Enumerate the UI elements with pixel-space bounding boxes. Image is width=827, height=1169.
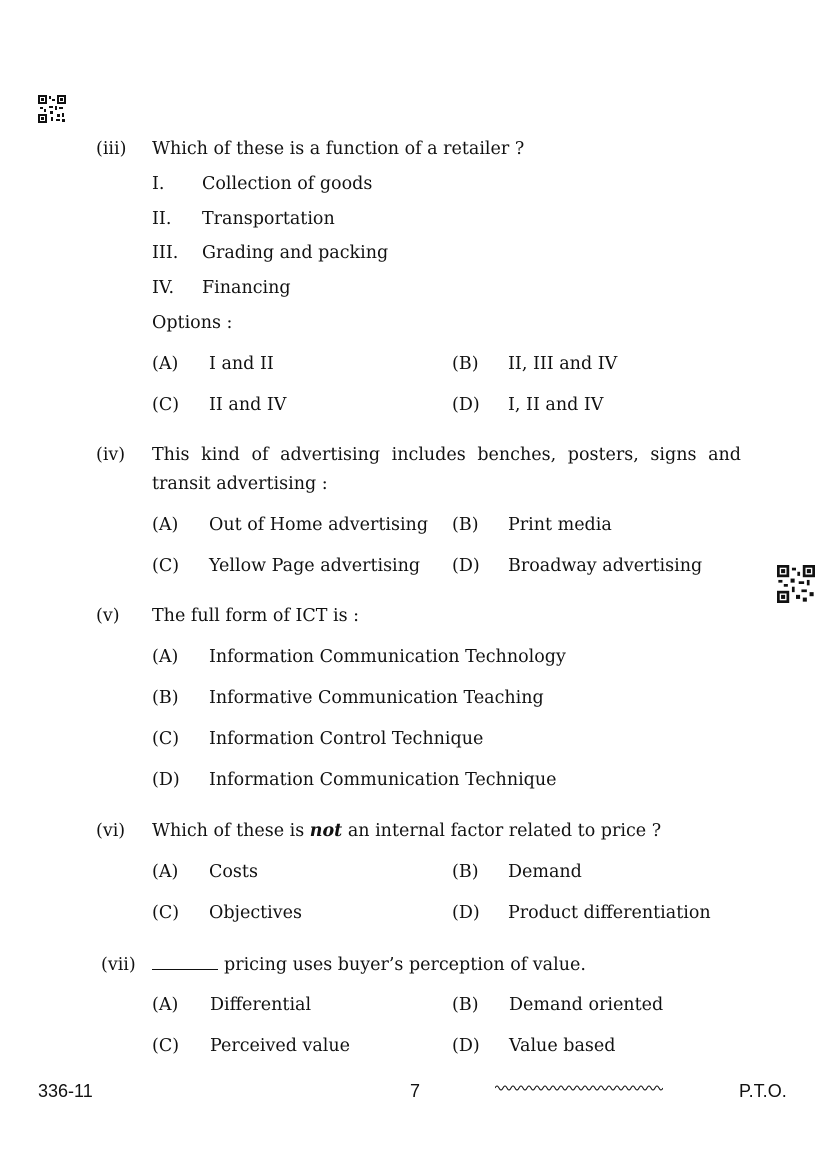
- qr-code-right: [777, 565, 815, 603]
- option-key: (D): [452, 1036, 480, 1056]
- item-number: IV.: [152, 278, 175, 298]
- question-text: pricing uses buyer’s perception of value.: [224, 955, 586, 975]
- option-key: (A): [152, 647, 179, 667]
- page-number: 7: [410, 1081, 421, 1101]
- question-text: The full form of ICT is :: [152, 606, 360, 626]
- option-key: (C): [152, 903, 180, 923]
- option-key: (A): [152, 862, 179, 882]
- question-number: (vii): [101, 955, 136, 975]
- question-text: [152, 821, 661, 841]
- question-text-emphasis: not: [309, 821, 343, 841]
- option-key: (C): [152, 729, 180, 749]
- option-text: Differential: [210, 995, 312, 1015]
- option-text: II and IV: [209, 395, 287, 415]
- option-key: (C): [152, 395, 180, 415]
- option-key: (D): [452, 903, 480, 923]
- option-key: (B): [452, 515, 479, 535]
- option-key: (A): [152, 995, 179, 1015]
- option-key: (B): [152, 688, 179, 708]
- option-key: (A): [152, 515, 179, 535]
- question-number: (iv): [96, 445, 126, 465]
- question-text: Which of these is a function of a retailer ?: [152, 139, 525, 159]
- item-number: II.: [152, 209, 172, 229]
- option-text: Costs: [209, 862, 258, 882]
- option-text: Informative Communication Teaching: [209, 688, 544, 708]
- option-key: (B): [452, 995, 479, 1015]
- option-text: Print media: [508, 515, 612, 535]
- option-key: (B): [452, 354, 479, 374]
- option-text: I, II and IV: [508, 395, 604, 415]
- question-number: (vi): [96, 821, 126, 841]
- option-text: Yellow Page advertising: [209, 556, 421, 576]
- security-wave-line: [495, 1083, 663, 1093]
- option-text: II, III and IV: [508, 354, 618, 374]
- option-text: Out of Home advertising: [209, 515, 429, 535]
- option-key: (A): [152, 354, 179, 374]
- option-text: Perceived value: [210, 1036, 351, 1056]
- qr-code-top-left: [38, 95, 66, 123]
- question-number: (v): [96, 606, 120, 626]
- question-number: (iii): [96, 139, 127, 159]
- item-text: Financing: [202, 278, 291, 298]
- pto-label: P.T.O.: [739, 1081, 787, 1101]
- option-text: Demand: [508, 862, 582, 882]
- option-key: (D): [452, 395, 480, 415]
- answer-blank: [152, 968, 218, 970]
- option-key: (D): [452, 556, 480, 576]
- option-text: Information Communication Technique: [209, 770, 557, 790]
- options-label: Options :: [152, 313, 233, 333]
- item-number: I.: [152, 174, 165, 194]
- option-text: Information Control Technique: [209, 729, 484, 749]
- question-text-line1: This kind of advertising includes benches, posters, signs and: [152, 445, 741, 465]
- question-text-line2: transit advertising :: [152, 474, 328, 494]
- option-text: Product differentiation: [508, 903, 711, 923]
- item-number: III.: [152, 243, 179, 263]
- option-key: (C): [152, 1036, 180, 1056]
- option-text: Broadway advertising: [508, 556, 703, 576]
- question-text-line: [152, 955, 586, 975]
- option-key: (B): [452, 862, 479, 882]
- option-text: Information Communication Technology: [209, 647, 566, 667]
- question-text-before: Which of these is: [152, 821, 310, 841]
- item-text: Collection of goods: [202, 174, 373, 194]
- question-text-after: an internal factor related to price ?: [342, 821, 662, 841]
- option-text: Objectives: [209, 903, 302, 923]
- paper-code: 336-11: [38, 1081, 93, 1101]
- option-key: (C): [152, 556, 180, 576]
- option-text: Demand oriented: [509, 995, 664, 1015]
- option-text: I and II: [209, 354, 274, 374]
- item-text: Transportation: [202, 209, 335, 229]
- option-text: Value based: [509, 1036, 616, 1056]
- item-text: Grading and packing: [202, 243, 389, 263]
- option-key: (D): [152, 770, 180, 790]
